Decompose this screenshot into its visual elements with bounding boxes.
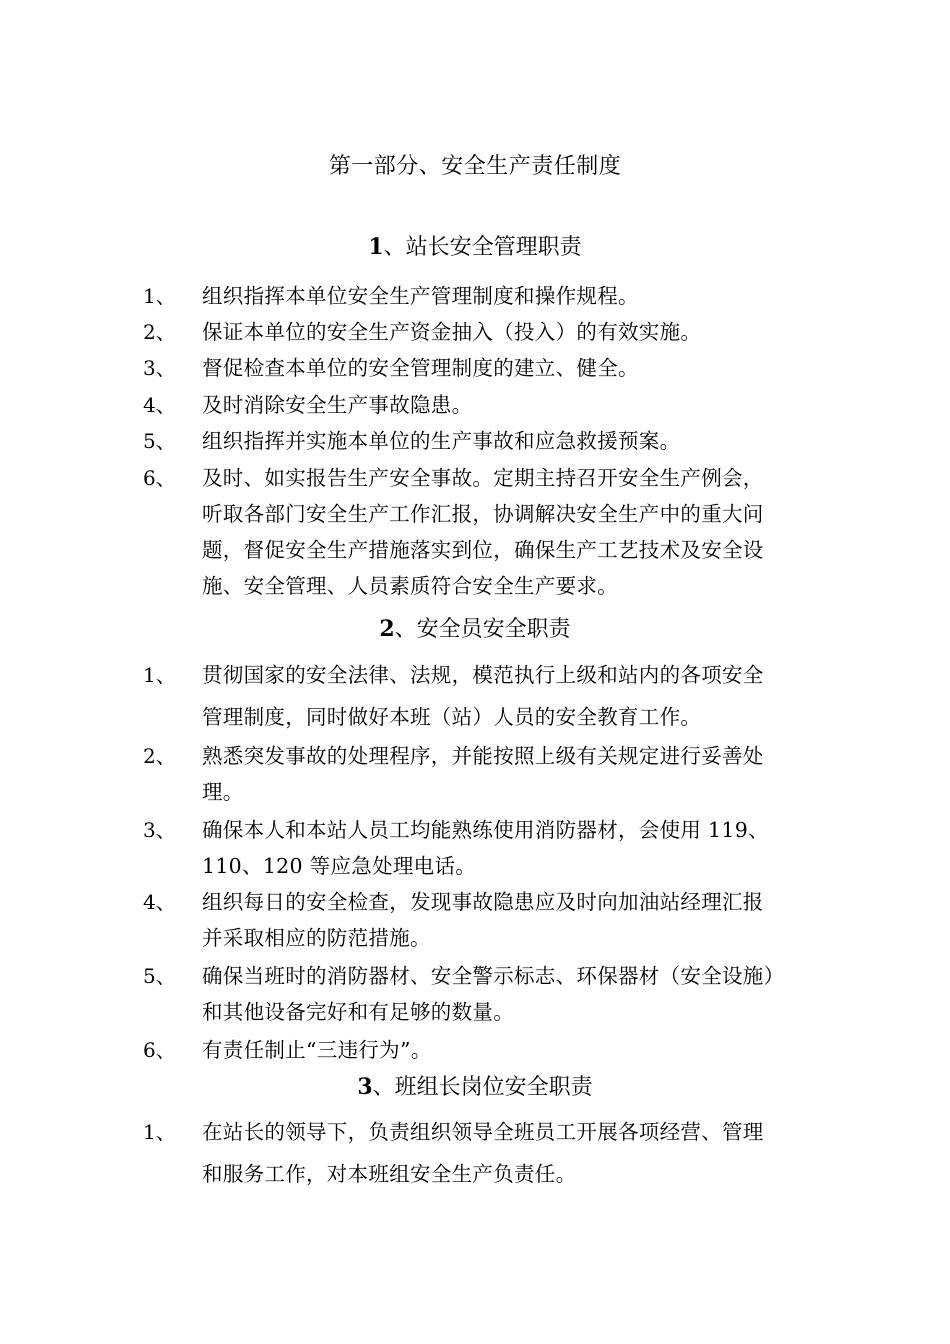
item-text: 组织指挥本单位安全生产管理制度和操作规程。	[202, 284, 639, 308]
section-title: 、站长安全管理职责	[383, 235, 582, 260]
item-text: 确保本人和本站人员工均能熟练使用消防器材，会使用 119、 110、120 等应急处理电话。	[202, 818, 769, 878]
item-text: 贯彻国家的安全法律、法规，模范执行上级和站内的各项安全 管理制度，同时做好本班（站）人员的安全教育工作。	[202, 663, 764, 729]
item-text: 督促检查本单位的安全管理制度的建立、健全。	[202, 356, 639, 380]
item-marker: 1、	[143, 284, 176, 308]
item-text: 及时消除安全生产事故隐患。	[202, 393, 473, 417]
item-marker: 6、	[143, 1038, 176, 1062]
part-title: 第一部分、安全生产责任制度	[328, 154, 622, 179]
item-marker: 4、	[143, 890, 176, 914]
section-number: 2	[379, 616, 395, 642]
item-marker: 3、	[143, 356, 176, 380]
item-text: 保证本单位的安全生产资金抽入（投入）的有效实施。	[202, 320, 702, 344]
section-heading-1	[0, 230, 950, 265]
item-text: 及时、如实报告生产安全事故。定期主持召开安全生产例会， 听取各部门安全生产工作汇报，协调解决安全生产中的重大问 题，督促安全生产措施落实到位，确保生产工艺技术及安全设 施、安全管理、人员素质符合安全生产要求。	[202, 466, 764, 598]
item-text: 确保当班时的消防器材、安全警示标志、环保器材（安全设施） 和其他设备完好和有足够的数量。	[202, 964, 785, 1024]
item-text: 有责任制止“三违行为”。	[202, 1038, 432, 1062]
item-marker: 2、	[143, 320, 176, 344]
item-marker: 5、	[143, 964, 176, 988]
item-marker: 4、	[143, 393, 176, 417]
item-marker: 5、	[143, 429, 176, 453]
item-text: 熟悉突发事故的处理程序，并能按照上级有关规定进行妥善处 理。	[202, 744, 764, 804]
section-number: 1	[368, 234, 384, 260]
item-text: 组织每日的安全检查，发现事故隐患应及时向加油站经理汇报 并采取相应的防范措施。	[202, 890, 764, 950]
item-marker: 3、	[143, 818, 176, 842]
item-marker: 1、	[143, 1120, 176, 1144]
section-number: 3	[357, 1074, 373, 1100]
section-heading-2	[0, 612, 950, 647]
item-marker: 6、	[143, 466, 176, 490]
section-title: 、班组长岗位安全职责	[372, 1075, 593, 1100]
item-marker: 1、	[143, 663, 176, 687]
section-heading-3	[0, 1070, 950, 1105]
item-marker: 2、	[143, 744, 176, 768]
item-text: 组织指挥并实施本单位的生产事故和应急救援预案。	[202, 429, 681, 453]
section-title: 、安全员安全职责	[394, 617, 571, 642]
item-text: 在站长的领导下，负责组织领导全班员工开展各项经营、管理 和服务工作，对本班组安全生产负责任。	[202, 1120, 764, 1186]
